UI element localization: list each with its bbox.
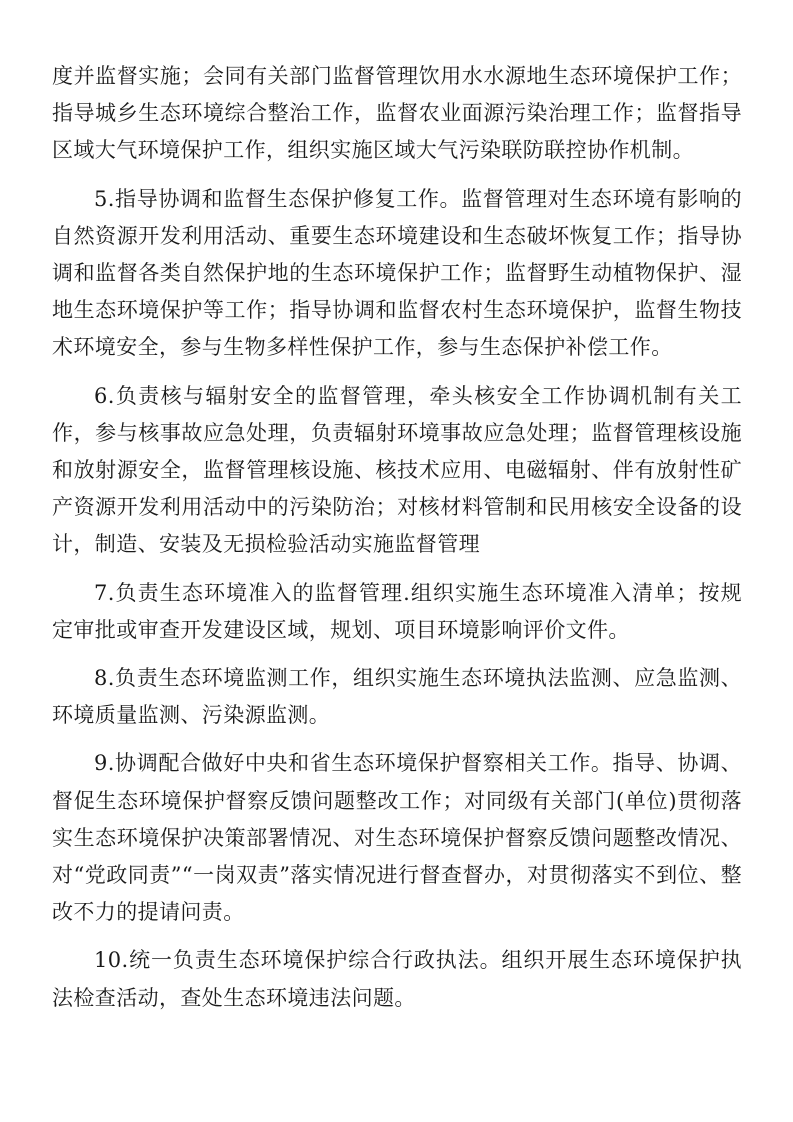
paragraph-item-5: 5.指导协调和监督生态保护修复工作。监督管理对生态环境有影响的自然资源开发利用活动、重要生态环境建设和生态破坏恢复工作；指导协调和监督各类自然保护地的生态环境保护工作；监督野生动植物保护、湿地生态环境保护等工作；指导协调和监督农村生态环境保护，监督生物技术环境安全，参与生物多样性保护工作，参与生态保护补偿工作。 — [52, 186, 742, 360]
paragraph-item-9: 9.协调配合做好中央和省生态环境保护督察相关工作。指导、协调、督促生态环境保护督察反馈问题整改工作；对同级有关部门(单位)贯彻落实生态环境保护决策部署情况、对生态环境保护督察反馈问题整改情况、对“党政同责”“一岗双责”落实情况进行督查督办，对贯彻落实不到位、整改不力的提请问责。 — [52, 751, 742, 925]
paragraph-item-7: 7.负责生态环境准入的监督管理.组织实施生态环境准入清单；按规定审批或审查开发建设区域，规划、项目环境影响评价文件。 — [52, 580, 742, 642]
paragraph-item-6: 6.负责核与辐射安全的监督管理，牵头核安全工作协调机制有关工作，参与核事故应急处理，负责辐射环境事故应急处理；监督管理核设施和放射源安全，监督管理核设施、核技术应用、电磁辐射、伴有放射性矿产资源开发利用活动中的污染防治；对核材料管制和民用核安全设备的设计，制造、安装及无损检验活动实施监督管理 — [52, 383, 742, 557]
paragraph-item-8: 8.负责生态环境监测工作，组织实施生态环境执法监测、应急监测、环境质量监测、污染源监测。 — [52, 666, 742, 728]
document-page — [52, 58, 742, 1028]
paragraph-item-10: 10.统一负责生态环境保护综合行政执法。组织开展生态环境保护执法检查活动，查处生态环境违法问题。 — [52, 948, 742, 1010]
paragraph-continuation: 度并监督实施；会同有关部门监督管理饮用水水源地生态环境保护工作；指导城乡生态环境综合整治工作，监督农业面源污染治理工作；监督指导区域大气环境保护工作，组织实施区域大气污染联防联控协作机制。 — [52, 64, 742, 163]
